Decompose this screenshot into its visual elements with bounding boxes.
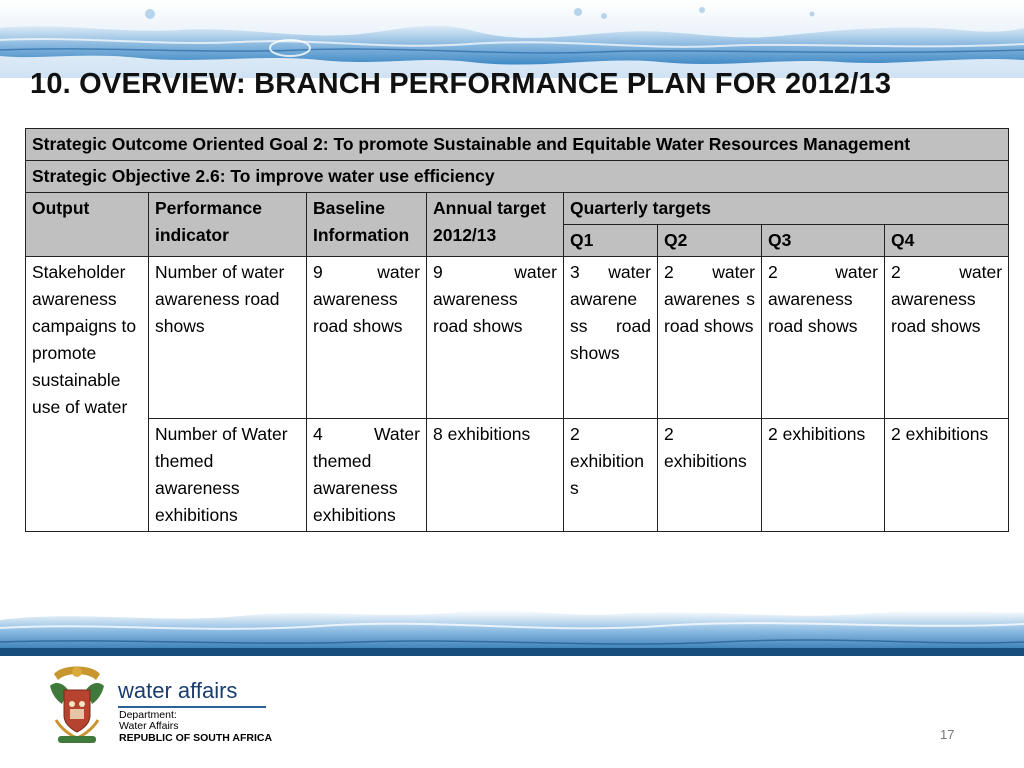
header-output: Output xyxy=(26,193,149,257)
department-line-2: Water Affairs xyxy=(119,720,179,732)
table-row xyxy=(26,257,1009,419)
header-quarterly-targets: Quarterly targets xyxy=(564,193,1009,225)
header-row-1 xyxy=(26,193,1009,225)
header-q1: Q1 xyxy=(564,225,658,257)
header-q2: Q2 xyxy=(658,225,762,257)
q4-cell: 2 exhibitions xyxy=(885,419,1009,532)
goal-row xyxy=(26,129,1009,161)
slide-title: 10. OVERVIEW: BRANCH PERFORMANCE PLAN FOR 2012/13 xyxy=(30,68,892,100)
water-wave-graphic xyxy=(0,0,1024,78)
coat-of-arms-icon xyxy=(46,664,108,748)
top-water-banner xyxy=(0,0,1024,78)
department-line-1: Department: xyxy=(119,709,177,721)
q3-cell: 2 exhibitions xyxy=(762,419,885,532)
header-baseline: Baseline Information xyxy=(307,193,427,257)
brand-divider xyxy=(118,706,266,708)
objective-row xyxy=(26,161,1009,193)
header-q4: Q4 xyxy=(885,225,1009,257)
annual-target-cell: 8 exhibitions xyxy=(427,419,564,532)
output-cell: Stakeholder awareness campaigns to promote sustainable use of water xyxy=(26,257,149,532)
page-number: 17 xyxy=(940,727,955,742)
baseline-cell: 9 water awareness road shows xyxy=(307,257,427,419)
bottom-water-banner xyxy=(0,590,1024,656)
department-label xyxy=(119,710,179,732)
brand-name: water affairs xyxy=(118,678,238,703)
header-performance-indicator: Performance indicator xyxy=(149,193,307,257)
department-branding xyxy=(46,664,286,748)
header-annual-target: Annual target 2012/13 xyxy=(427,193,564,257)
q2-cell: 2 water awarenes s road shows xyxy=(658,257,762,419)
q2-cell: 2 exhibitions xyxy=(658,419,762,532)
q4-cell: 2 water awareness road shows xyxy=(885,257,1009,419)
annual-target-cell: 9 water awareness road shows xyxy=(427,257,564,419)
baseline-cell: 4 Water themed awareness exhibitions xyxy=(307,419,427,532)
indicator-cell: Number of water awareness road shows xyxy=(149,257,307,419)
table-row xyxy=(26,419,1009,532)
objective-cell: Strategic Objective 2.6: To improve water use efficiency xyxy=(26,161,1009,193)
country-label: REPUBLIC OF SOUTH AFRICA xyxy=(119,732,273,744)
q1-cell: 2 exhibition s xyxy=(564,419,658,532)
q3-cell: 2 water awareness road shows xyxy=(762,257,885,419)
goal-cell: Strategic Outcome Oriented Goal 2: To promote Sustainable and Equitable Water Resources Management xyxy=(26,129,1009,161)
q1-cell: 3 water awarene ss road shows xyxy=(564,257,658,419)
indicator-cell: Number of Water themed awareness exhibitions xyxy=(149,419,307,532)
performance-plan-table xyxy=(25,128,1009,532)
water-wave-graphic xyxy=(0,590,1024,656)
header-q3: Q3 xyxy=(762,225,885,257)
